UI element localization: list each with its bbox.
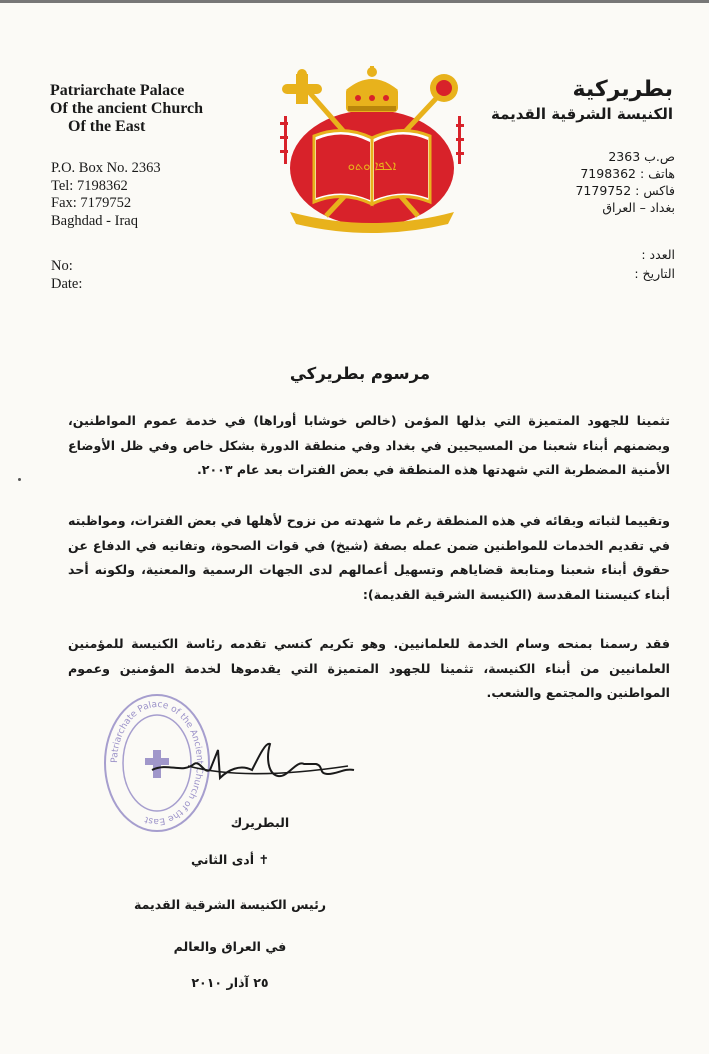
contact-english — [51, 160, 161, 230]
paragraph-2: وتقييما لثباته وبقائه في هذه المنطقة رغم ما شهدته من نزوح لأهلها في بعض الفترات، ومواظبته في تقديم الخدمات للمواطنين ضمن عمله بصفة (شيخ) في قوات الصحوة، وتفانيه في الدفاع عن حقوق أبناء شعبنا ومتابعة قضاياهم وتسهيل أعمالهم لدى الجهات الرسمية والمعنية، ولكونه أحد أبناء كنيستنا المقدسة (الكنيسة الشرقية القديمة): — [68, 513, 670, 602]
en-po-box: P.O. Box No. 2363 — [51, 160, 161, 176]
ar-po-box: ص.ب 2363 — [608, 149, 675, 164]
ar-city: بغداد – العراق — [602, 200, 675, 215]
stamp-text: Patriarchate Palace of the Ancient Church of the East — [109, 699, 205, 827]
handwritten-signature — [148, 730, 358, 790]
ar-no-label: العدد : — [641, 247, 675, 262]
church-emblem-logo — [268, 66, 476, 234]
ar-tel: هاتف : 7198362 — [580, 166, 675, 181]
signature-date: ٢٥ آذار ٢٠١٠ — [191, 975, 269, 990]
en-date-label: Date: — [51, 275, 83, 292]
side-ornament-left — [280, 116, 288, 164]
ar-subtitle: الكنيسة الشرقية القديمة — [491, 105, 673, 123]
top-border — [0, 0, 709, 3]
signature-name: ✝ أدى الثاني — [190, 852, 270, 867]
paragraph-3: فقد رسمنا بمنحه وسام الخدمة للعلمانيين. وهو تكريم كنسي تقدمه رئاسة الكنيسة للمؤمنين العلمانيين من أبناء الكنيسة، تثمينا للجهود المتميزة التي يقدموها لخدمة المؤمنين وعموم المواطنين والمجتمع والشعب. — [68, 636, 670, 700]
signature-title: رئيس الكنيسة الشرقية القديمة — [133, 897, 327, 912]
en-line-1: Patriarchate Palace — [50, 82, 185, 99]
paragraph-1: تثمينا للجهود المتميزة التي بذلها المؤمن (خالص خوشابا أوراها) في خدمة عموم المواطنين، وبضمنهم أبناء شعبنا من المسيحيين في بغداد وفي منطقة الدورة بشكل خاص وفي ظل الأوضاع الأمنية المضطربة التي شهدتها هذه المنطقة في بعض الفترات بعد عام ٢٠٠٣. — [68, 413, 670, 477]
side-ornament-right — [456, 116, 464, 164]
en-no-label: No: — [51, 258, 73, 274]
letterhead-arabic — [491, 76, 673, 124]
reference-english — [51, 258, 82, 293]
letterhead-english — [50, 82, 203, 136]
ar-title: بطريركية — [572, 77, 673, 102]
en-line-2: Of the ancient Church — [50, 100, 204, 117]
signature-role: البطريرك — [230, 815, 290, 830]
en-fax: Fax: 7179752 — [51, 195, 132, 211]
scan-speck — [18, 478, 21, 481]
crown-icon — [346, 66, 398, 112]
ar-date-label: التاريخ : — [634, 266, 675, 281]
contact-arabic — [575, 148, 675, 216]
signature-region: في العراق والعالم — [173, 939, 287, 954]
crozier-icon — [430, 74, 458, 102]
en-tel: Tel: 7198362 — [51, 177, 128, 194]
reference-arabic — [634, 245, 675, 283]
emblem-script: ܐܠܦܐ ܘܬܘ — [347, 159, 397, 174]
ar-fax: فاكس : 7179752 — [575, 183, 675, 198]
document-title: مرسوم بطريركي — [289, 364, 431, 383]
en-line-3: Of the East — [68, 118, 146, 135]
en-city: Baghdad - Iraq — [51, 212, 138, 229]
